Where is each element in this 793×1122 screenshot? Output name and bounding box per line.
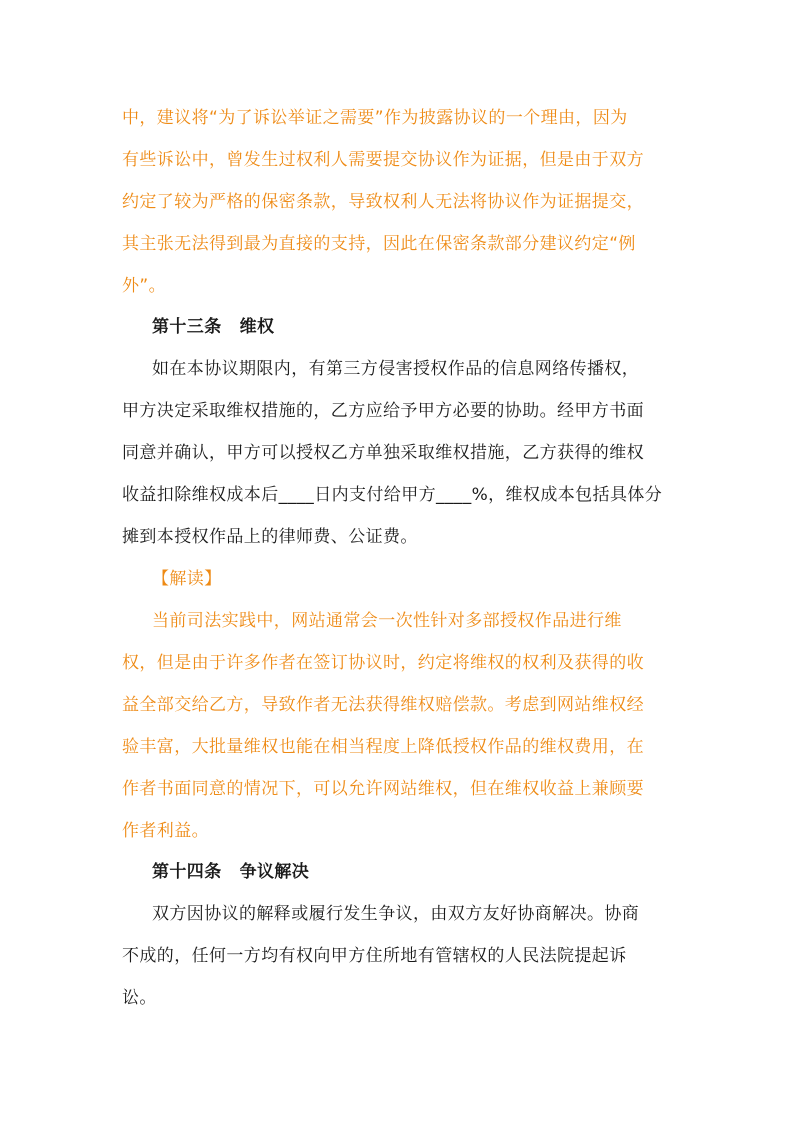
article-number: 第十四条 — [152, 862, 222, 882]
article-title: 维权 — [239, 317, 275, 337]
article-14-heading — [152, 860, 309, 884]
interpretation-line: 中，建议将“为了诉讼举证之需要”作为披露协议的一个理由，因为 — [122, 108, 628, 128]
interpretation-label: 【解读】 — [152, 569, 222, 589]
article-13-line: 甲方决定采取维权措施的，乙方应给予甲方必要的协助。经甲方书面 — [122, 401, 644, 421]
article-number: 第十三条 — [152, 317, 222, 337]
interpretation-line: 作者书面同意的情况下，可以允许网站维权，但在维权收益上兼顾要 — [122, 779, 644, 799]
interpretation-line: 外”。 — [122, 276, 167, 296]
interpretation-line: 作者利益。 — [122, 821, 209, 841]
article-13-line: 如在本协议期限内，有第三方侵害授权作品的信息网络传播权， — [152, 359, 640, 379]
interpretation-line: 验丰富，大批量维权也能在相当程度上降低授权作品的维权费用，在 — [122, 737, 644, 757]
article-title: 争议解决 — [239, 862, 310, 882]
article-13-line: 摊到本授权作品上的律师费、公证费。 — [122, 527, 418, 547]
interpretation-line: 约定了较为严格的保密条款，导致权利人无法将协议作为证据提交， — [122, 192, 644, 212]
interpretation-line: 益全部交给乙方，导致作者无法获得维权赔偿款。考虑到网站维权经 — [122, 695, 644, 715]
interpretation-line: 权，但是由于许多作者在签订协议时，约定将维权的权利及获得的收 — [122, 653, 644, 673]
article-14-line: 不成的，任何一方均有权向甲方住所地有管辖权的人民法院提起诉 — [122, 946, 627, 966]
article-13-line: 同意并确认，甲方可以授权乙方单独采取维权措施，乙方获得的维权 — [122, 443, 644, 463]
article-13-line: 收益扣除维权成本后____日内支付给甲方____%，维权成本包括具体分 — [122, 485, 663, 505]
article-14-line: 讼。 — [122, 988, 157, 1008]
article-14-line: 双方因协议的解释或履行发生争议，由双方友好协商解决。协商 — [152, 904, 640, 924]
interpretation-line: 当前司法实践中，网站通常会一次性针对多部授权作品进行维 — [152, 611, 622, 631]
interpretation-line: 其主张无法得到最为直接的支持，因此在保密条款部分建议约定“例 — [122, 234, 636, 254]
article-13-heading — [152, 315, 274, 339]
interpretation-line: 有些诉讼中，曾发生过权利人需要提交协议作为证据，但是由于双方 — [122, 150, 644, 170]
